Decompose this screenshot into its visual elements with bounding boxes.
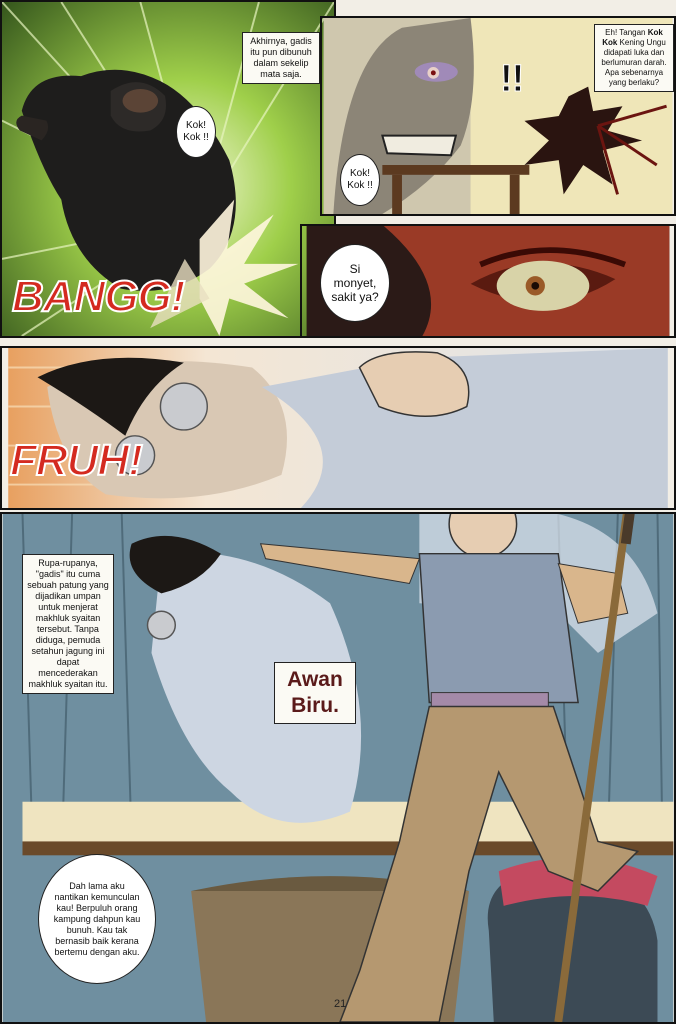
narration-caption: Akhirnya, gadis itu pun dibunuh dalam sekelip mata saja.: [242, 32, 320, 84]
character-name-caption: Awan Biru.: [274, 662, 356, 724]
sound-effect-exclaim: !!: [500, 58, 524, 100]
caption-text-bold: Kok Kok: [602, 28, 663, 47]
page-number: 21: [334, 998, 347, 1010]
narration-caption: [594, 24, 674, 92]
panel-gorilla-strike: [0, 0, 336, 338]
panel-pulled-cloth: [0, 346, 676, 510]
speech-bubble: Dah lama aku nantikan kemunculan kau! Berpuluh orang kampung dahpun kau bunuh. Kau tak bernasib baik kerana bertemu dengan aku.: [38, 854, 156, 984]
panel-hero-scene: [0, 512, 676, 1024]
caption-text-start: Eh! Tangan: [605, 28, 648, 37]
speech-bubble: Si monyet, sakit ya?: [320, 244, 390, 322]
caption-text-end: Kening Ungu didapati luka dan berlumuran darah. Apa sebenarnya yang berlaku?: [601, 38, 667, 87]
narration-caption: Rupa-rupanya, "gadis" itu cuma sebuah patung yang dijadikan umpan untuk menjerat makhluk syaitan tersebut. Tanpa diduga, pemuda setahun jagung ini dapat mencederakan makhluk syaitan itu.: [22, 554, 114, 694]
panel-red-eye: [300, 224, 676, 338]
sound-effect-fruh: FRUH!: [10, 436, 142, 485]
speech-bubble: Kok! Kok !!: [340, 154, 380, 206]
sound-effect-bangg: BANGG!: [12, 272, 185, 321]
speech-bubble: Kok! Kok !!: [176, 106, 216, 158]
panel-wounded-face: [320, 16, 676, 216]
